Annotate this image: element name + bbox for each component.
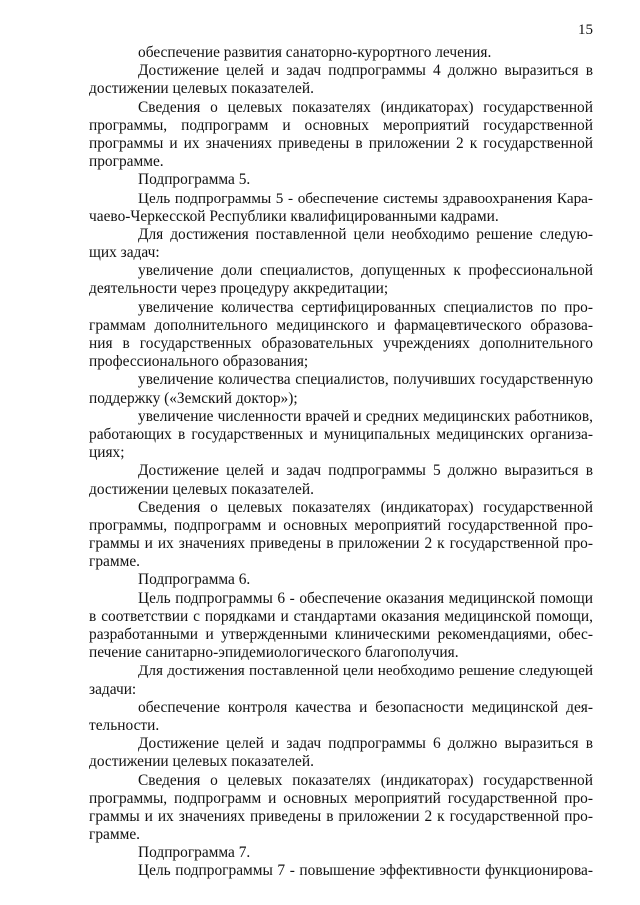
- text-line: программе.: [89, 153, 164, 171]
- text-line: профессионального образования;: [89, 353, 309, 371]
- text-line: увеличение количества сертифицированных специалистов по про-: [138, 298, 593, 316]
- text-line: достижении целевых показателей.: [89, 480, 314, 498]
- text-line: циях;: [89, 444, 125, 462]
- page-number: 15: [578, 22, 593, 38]
- text-line: Достижение целей и задач подпрограммы 5 должно выразиться в: [138, 462, 593, 480]
- text-line: граммам дополнительного медицинского и фармацевтического образова-: [89, 316, 593, 334]
- text-line: поддержку («Земский доктор»);: [89, 389, 298, 407]
- text-line: Для достижения поставленной цели необходимо решение следующей: [138, 662, 593, 680]
- text-line: обеспечение развития санаторно-курортного лечения.: [138, 44, 492, 61]
- text-line: Цель подпрограммы 7 - повышение эффективности функционирова-: [138, 862, 593, 880]
- text-line: Для достижения поставленной цели необходимо решение следую-: [138, 225, 593, 243]
- text-line: Подпрограмма 6.: [138, 571, 251, 589]
- text-line: Подпрограмма 7.: [138, 844, 251, 862]
- text-line: грамме.: [89, 826, 140, 844]
- text-line: щих задач:: [89, 244, 160, 262]
- text-line: обеспечение контроля качества и безопасности медицинской дея-: [138, 698, 593, 716]
- text-line: Цель подпрограммы 5 - обеспечение системы здравоохранения Кара-: [138, 189, 593, 207]
- text-line: увеличение доли специалистов, допущенных к профессиональной: [138, 262, 593, 280]
- text-line: увеличение численности врачей и средних медицинских работников,: [138, 407, 593, 425]
- text-line: чаево-Черкесской Республики квалифицированными кадрами.: [89, 207, 499, 225]
- text-line: задачи:: [89, 680, 137, 698]
- text-line: увеличение количества специалистов, получивших государственную: [138, 371, 593, 389]
- document-body: [89, 44, 593, 881]
- text-line: программы, подпрограмм и основных мероприятий государственной: [89, 116, 593, 134]
- text-line: программы, подпрограмм и основных мероприятий государственной про-: [89, 789, 593, 807]
- text-line: ния в государственных образовательных учреждениях дополнительного: [89, 335, 593, 352]
- text-line: Сведения о целевых показателях (индикаторах) государственной: [138, 771, 593, 789]
- text-line: Подпрограмма 5.: [138, 171, 251, 189]
- text-line: деятельности через процедуру аккредитации;: [89, 280, 389, 298]
- text-line: достижении целевых показателей.: [89, 80, 314, 98]
- text-line: Сведения о целевых показателях (индикаторах) государственной: [138, 498, 593, 516]
- text-line: грамме.: [89, 553, 140, 571]
- text-line: Достижение целей и задач подпрограммы 4 должно выразиться в: [138, 62, 593, 80]
- text-line: программы, подпрограмм и основных мероприятий государственной про-: [89, 516, 593, 534]
- text-line: достижении целевых показателей.: [89, 753, 314, 771]
- text-line: работающих в государственных и муниципальных медицинских организа-: [89, 425, 593, 443]
- text-line: программы и их значениях приведены в приложении 2 к государственной: [89, 134, 593, 152]
- text-line: граммы и их значениях приведены в приложении 2 к государственной про-: [89, 807, 593, 825]
- text-line: разработанными и утвержденными клиническими рекомендациями, обес-: [89, 626, 593, 643]
- text-line: в соответствии с порядками и стандартами оказания медицинской помощи,: [89, 607, 593, 625]
- text-line: Сведения о целевых показателях (индикаторах) государственной: [138, 98, 593, 116]
- text-line: тельности.: [89, 716, 160, 734]
- text-line: Достижение целей и задач подпрограммы 6 должно выразиться в: [138, 735, 593, 753]
- text-line: Цель подпрограммы 6 - обеспечение оказания медицинской помощи: [138, 589, 593, 607]
- text-line: печение санитарно-эпидемиологического благополучия.: [89, 644, 459, 662]
- text-line: граммы и их значениях приведены в приложении 2 к государственной про-: [89, 535, 593, 553]
